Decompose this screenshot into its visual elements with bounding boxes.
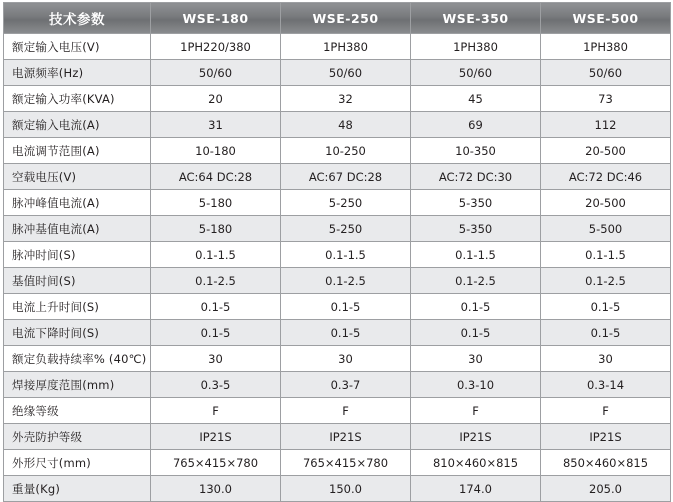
row-value: 5-350 [411,190,541,216]
row-value: 205.0 [541,476,671,502]
row-value: 765×415×780 [281,450,411,476]
table-row [4,398,671,424]
row-value: IP21S [411,424,541,450]
row-value: 0.1-2.5 [151,268,281,294]
row-value: 150.0 [281,476,411,502]
row-label: 重量(Kg) [4,476,151,502]
row-value: 1PH220/380 [151,34,281,60]
row-value: 1PH380 [411,34,541,60]
row-value: F [411,398,541,424]
table-row [4,268,671,294]
row-value: F [281,398,411,424]
row-value: 20-500 [541,138,671,164]
row-value: AC:67 DC:28 [281,164,411,190]
row-label: 外壳防护等级 [4,424,151,450]
row-value: 5-250 [281,190,411,216]
row-label: 脉冲时间(S) [4,242,151,268]
row-label: 外形尺寸(mm) [4,450,151,476]
row-value: 850×460×815 [541,450,671,476]
table-row [4,346,671,372]
table-row [4,294,671,320]
row-value: 30 [281,346,411,372]
row-value: 0.1-2.5 [541,268,671,294]
row-value: 73 [541,86,671,112]
row-value: 765×415×780 [151,450,281,476]
row-value: F [151,398,281,424]
row-value: 5-180 [151,216,281,242]
row-value: 10-350 [411,138,541,164]
table-row [4,320,671,346]
table-row [4,34,671,60]
row-value: 112 [541,112,671,138]
row-value: F [541,398,671,424]
row-value: 1PH380 [281,34,411,60]
row-value: 0.1-5 [411,294,541,320]
row-value: 30 [541,346,671,372]
header-row [4,3,671,34]
table-row [4,138,671,164]
row-value: 50/60 [541,60,671,86]
row-value: 50/60 [281,60,411,86]
column-header-model-2: WSE-250 [281,3,411,34]
row-value: 0.1-5 [281,320,411,346]
row-value: 810×460×815 [411,450,541,476]
row-value: AC:72 DC:30 [411,164,541,190]
row-label: 焊接厚度范围(mm) [4,372,151,398]
row-value: AC:64 DC:28 [151,164,281,190]
row-value: 5-500 [541,216,671,242]
row-value: 30 [151,346,281,372]
row-label: 电流下降时间(S) [4,320,151,346]
row-value: 0.1-1.5 [281,242,411,268]
table-row [4,112,671,138]
row-label: 绝缘等级 [4,398,151,424]
table-body [4,34,671,502]
row-value: 0.1-2.5 [281,268,411,294]
row-label: 电源频率(Hz) [4,60,151,86]
table-row [4,190,671,216]
column-header-parameter: 技术参数 [4,3,151,34]
row-label: 额定输入功率(KVA) [4,86,151,112]
row-label: 额定输入电流(A) [4,112,151,138]
specification-table [3,2,671,502]
row-value: 0.3-7 [281,372,411,398]
row-value: 10-180 [151,138,281,164]
row-value: IP21S [281,424,411,450]
table-row [4,450,671,476]
row-value: 69 [411,112,541,138]
table-row [4,242,671,268]
row-value: 174.0 [411,476,541,502]
table-row [4,86,671,112]
column-header-model-1: WSE-180 [151,3,281,34]
table-row [4,372,671,398]
row-value: 31 [151,112,281,138]
row-label: 脉冲基值电流(A) [4,216,151,242]
row-value: 0.1-5 [281,294,411,320]
column-header-model-3: WSE-350 [411,3,541,34]
row-value: 0.1-5 [411,320,541,346]
row-label: 基值时间(S) [4,268,151,294]
row-value: 0.1-1.5 [151,242,281,268]
row-value: 5-250 [281,216,411,242]
row-value: 5-350 [411,216,541,242]
row-value: 48 [281,112,411,138]
table-header [4,3,671,34]
row-value: 20 [151,86,281,112]
row-value: 0.1-5 [151,294,281,320]
row-label: 脉冲峰值电流(A) [4,190,151,216]
row-value: 0.1-5 [541,294,671,320]
row-value: 130.0 [151,476,281,502]
row-value: 0.1-2.5 [411,268,541,294]
row-value: 50/60 [411,60,541,86]
row-value: 1PH380 [541,34,671,60]
row-label: 空载电压(V) [4,164,151,190]
row-value: IP21S [541,424,671,450]
row-label: 电流调节范围(A) [4,138,151,164]
row-value: 20-500 [541,190,671,216]
table-row [4,164,671,190]
row-value: 30 [411,346,541,372]
row-label: 额定输入电压(V) [4,34,151,60]
row-value: 0.1-1.5 [541,242,671,268]
row-label: 电流上升时间(S) [4,294,151,320]
row-value: 0.3-10 [411,372,541,398]
row-value: 10-250 [281,138,411,164]
row-value: AC:72 DC:46 [541,164,671,190]
row-value: 32 [281,86,411,112]
row-value: 50/60 [151,60,281,86]
table-row [4,424,671,450]
row-value: 0.1-5 [151,320,281,346]
row-value: 45 [411,86,541,112]
row-value: IP21S [151,424,281,450]
table-row [4,60,671,86]
row-value: 0.3-14 [541,372,671,398]
table-row [4,476,671,502]
table-row [4,216,671,242]
column-header-model-4: WSE-500 [541,3,671,34]
row-value: 0.1-5 [541,320,671,346]
row-value: 0.1-1.5 [411,242,541,268]
row-value: 0.3-5 [151,372,281,398]
row-value: 5-180 [151,190,281,216]
row-label: 额定负载持续率% (40℃) [4,346,151,372]
